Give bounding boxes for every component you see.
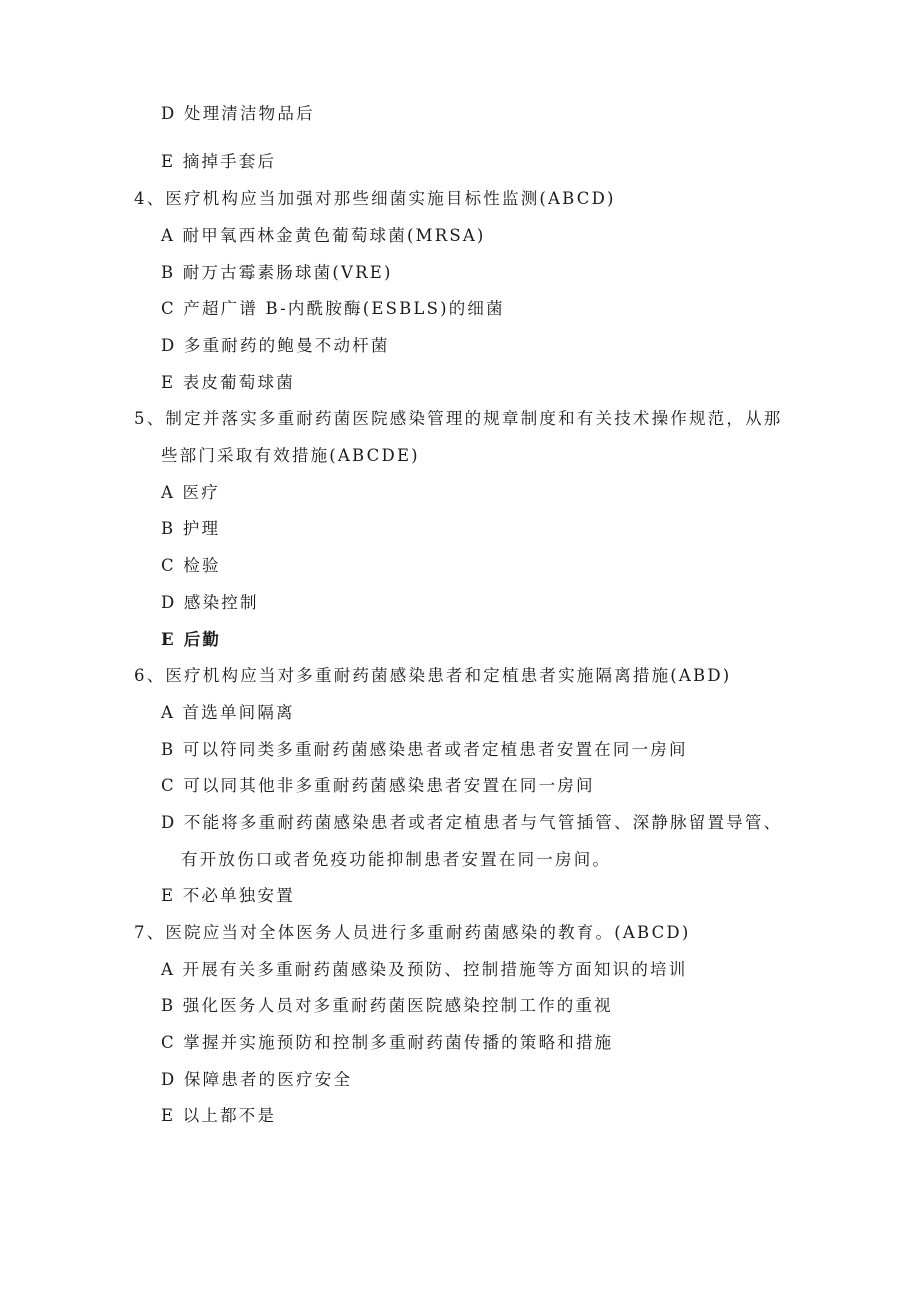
question-4-option-c: C 产超广谱 B-内酰胺酶(ESBLS)的细菌 bbox=[161, 299, 505, 318]
question-5-stem-line1: 5、制定并落实多重耐药菌医院感染管理的规章制度和有关技术操作规范，从那 bbox=[134, 409, 783, 428]
question-5-stem-line2: 些部门采取有效措施(ABCDE) bbox=[161, 446, 420, 465]
question-5-option-d: D 感染控制 bbox=[161, 593, 259, 612]
question-6-option-e: E 不必单独安置 bbox=[161, 886, 295, 905]
question-6-option-a: A 首选单间隔离 bbox=[161, 703, 295, 722]
question-6-option-b: B 可以符同类多重耐药菌感染患者或者定植患者安置在同一房间 bbox=[161, 740, 688, 759]
question-4-option-b: B 耐万古霉素肠球菌(VRE) bbox=[161, 263, 393, 282]
option-e-prev: E 摘掉手套后 bbox=[161, 152, 277, 171]
question-4-option-a: A 耐甲氧西林金黄色葡萄球菌(MRSA) bbox=[161, 226, 486, 245]
question-7-option-b: B 强化医务人员对多重耐药菌医院感染控制工作的重视 bbox=[161, 996, 613, 1015]
question-6-option-c: C 可以同其他非多重耐药菌感染患者安置在同一房间 bbox=[161, 776, 595, 795]
question-6-option-d: D 不能将多重耐药菌感染患者或者定植患者与气管插管、深静脉留置导管、 bbox=[161, 813, 783, 832]
question-4-option-e: E 表皮葡萄球菌 bbox=[161, 373, 295, 392]
question-7-option-c: C 掌握并实施预防和控制多重耐药菌传播的策略和措施 bbox=[161, 1033, 614, 1052]
option-d-prev: D 处理清洁物品后 bbox=[161, 104, 315, 123]
question-6-option-d-cont: 有开放伤口或者免疫功能抑制患者安置在同一房间。 bbox=[181, 850, 612, 869]
question-5-option-e: E 后勤 bbox=[161, 630, 222, 649]
question-6-stem: 6、医疗机构应当对多重耐药菌感染患者和定植患者实施隔离措施(ABD) bbox=[134, 666, 732, 685]
question-7-option-e: E 以上都不是 bbox=[161, 1106, 277, 1125]
question-7-stem: 7、医院应当对全体医务人员进行多重耐药菌感染的教育。(ABCD) bbox=[134, 923, 691, 942]
question-4-option-d: D 多重耐药的鲍曼不动杆菌 bbox=[161, 336, 390, 355]
question-5-option-b: B 护理 bbox=[161, 519, 221, 538]
question-7-option-a: A 开展有关多重耐药菌感染及预防、控制措施等方面知识的培训 bbox=[161, 960, 688, 979]
question-4-stem: 4、医疗机构应当加强对那些细菌实施目标性监测(ABCD) bbox=[134, 189, 616, 208]
question-7-option-d: D 保障患者的医疗安全 bbox=[161, 1070, 353, 1089]
question-5-option-a: A 医疗 bbox=[161, 483, 220, 502]
question-5-option-c: C 检验 bbox=[161, 556, 221, 575]
